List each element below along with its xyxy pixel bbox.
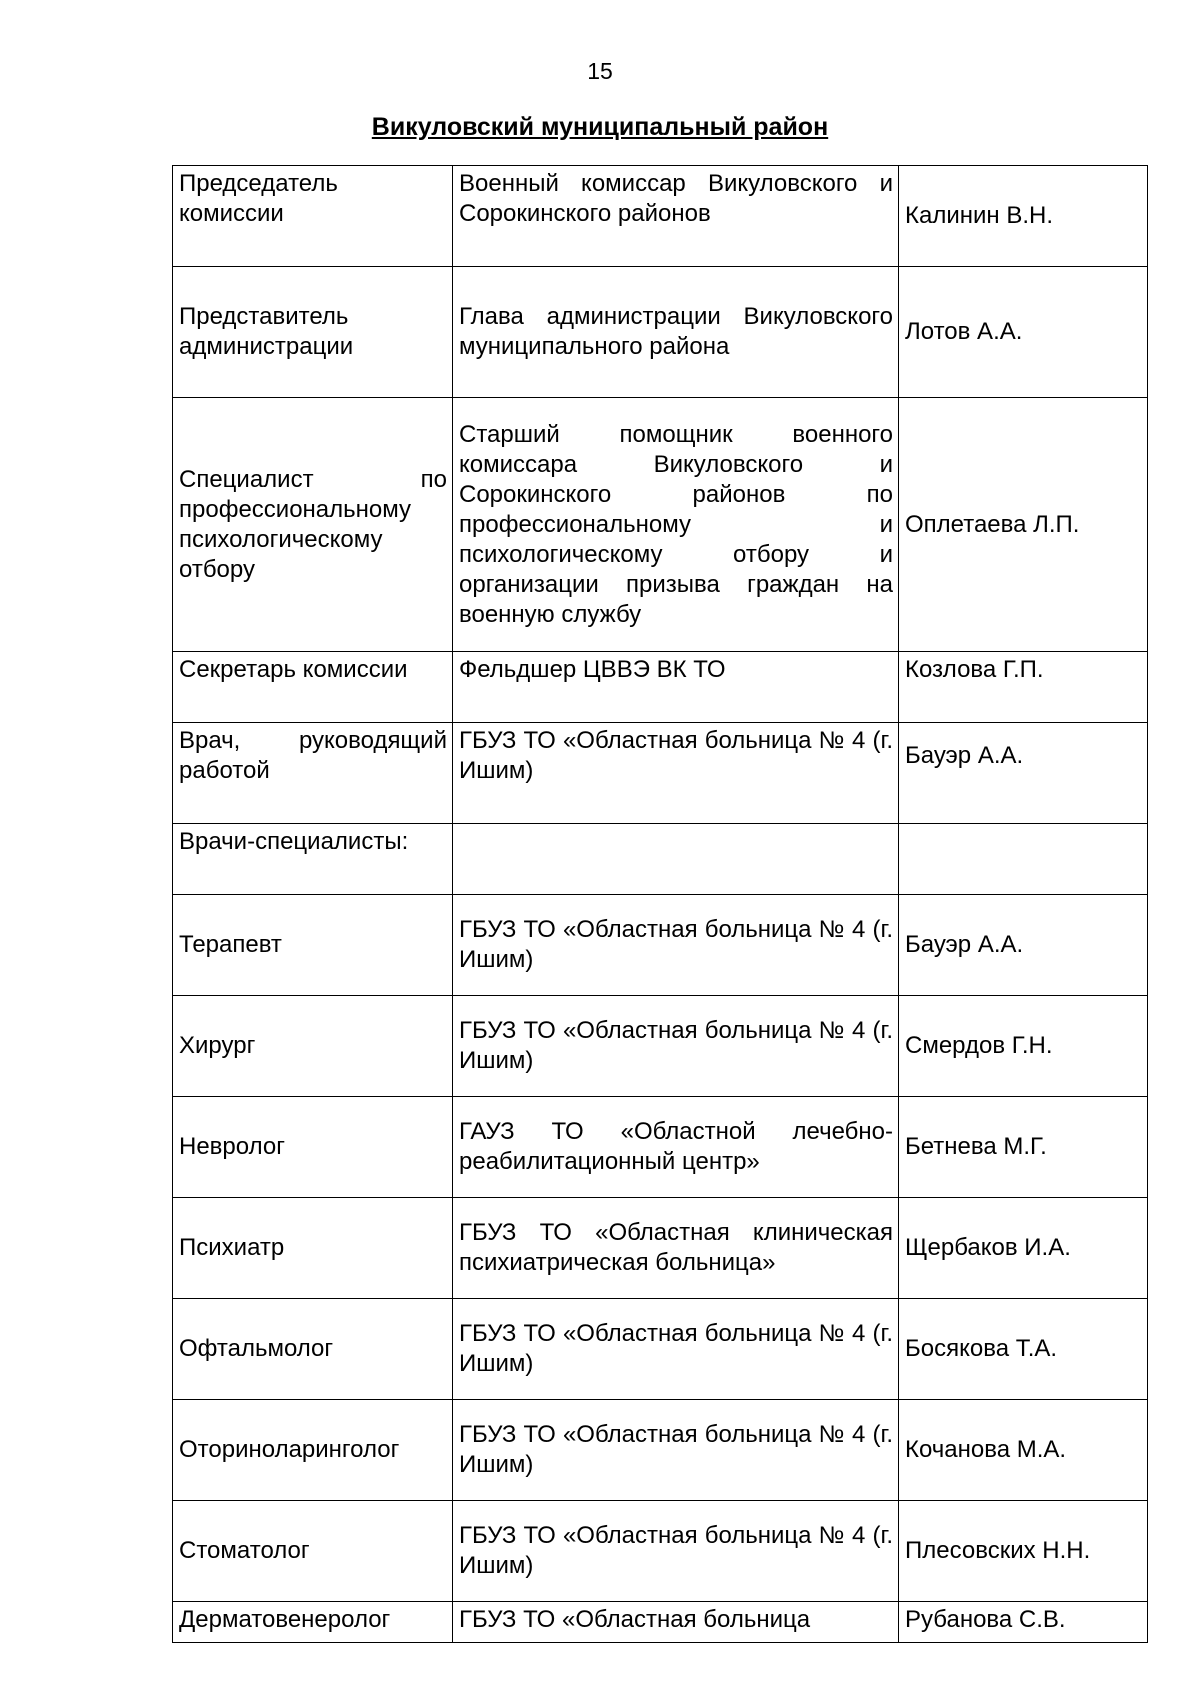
page-number: 15 (587, 58, 613, 84)
name-cell: Босякова Т.А. (899, 1299, 1148, 1400)
table-row (173, 996, 1148, 1097)
role-cell: Терапевт (173, 895, 453, 996)
name-cell: Кочанова М.А. (899, 1400, 1148, 1501)
table-row (173, 1400, 1148, 1501)
table-row (173, 267, 1148, 398)
table-row (173, 824, 1148, 895)
organization-cell: ГБУЗ ТО «Областная больница № 4 (г. Ишим) (453, 895, 899, 996)
role-cell: Председатель комиссии (173, 166, 453, 267)
name-cell (899, 824, 1148, 895)
role-cell: Секретарь комиссии (173, 652, 453, 723)
role-cell: Стоматолог (173, 1501, 453, 1602)
organization-cell: Фельдшер ЦВВЭ ВК ТО (453, 652, 899, 723)
organization-cell: Глава администрации Викуловского муниципального района (453, 267, 899, 398)
table-row (173, 1299, 1148, 1400)
organization-cell: ГБУЗ ТО «Областная клиническая психиатрическая больница» (453, 1198, 899, 1299)
name-cell: Козлова Г.П. (899, 652, 1148, 723)
table-row (173, 1501, 1148, 1602)
role-cell: Специалист по профессиональному психологическому отбору (173, 398, 453, 652)
table-row (173, 723, 1148, 824)
role-cell: Оториноларинголог (173, 1400, 453, 1501)
role-cell: Психиатр (173, 1198, 453, 1299)
section-heading: Викуловский муниципальный район (371, 113, 829, 141)
table-row (173, 652, 1148, 723)
role-cell: Врач, руководящий работой (173, 723, 453, 824)
organization-cell: Военный комиссар Викуловского и Сорокинского районов (453, 166, 899, 267)
name-cell: Плесовских Н.Н. (899, 1501, 1148, 1602)
organization-cell: ГАУЗ ТО «Областной лечебно-реабилитационный центр» (453, 1097, 899, 1198)
commission-table (172, 165, 1148, 1643)
table-row (173, 166, 1148, 267)
role-cell: Дерматовенеролог (173, 1602, 453, 1643)
table-row (173, 398, 1148, 652)
name-cell: Лотов А.А. (899, 267, 1148, 398)
organization-cell: Старший помощник военного комиссара Викуловского и Сорокинского районов по профессиональному и психологическому отбору и организации призыва граждан на военную службу (453, 398, 899, 652)
organization-cell: ГБУЗ ТО «Областная больница № 4 (г. Ишим) (453, 723, 899, 824)
organization-cell: ГБУЗ ТО «Областная больница (453, 1602, 899, 1643)
name-cell: Смердов Г.Н. (899, 996, 1148, 1097)
organization-cell: ГБУЗ ТО «Областная больница № 4 (г. Ишим) (453, 1501, 899, 1602)
name-cell: Бауэр А.А. (899, 895, 1148, 996)
name-cell: Калинин В.Н. (899, 166, 1148, 267)
role-cell: Представитель администрации (173, 267, 453, 398)
organization-cell: ГБУЗ ТО «Областная больница № 4 (г. Ишим) (453, 996, 899, 1097)
organization-cell: ГБУЗ ТО «Областная больница № 4 (г. Ишим) (453, 1299, 899, 1400)
name-cell: Бетнева М.Г. (899, 1097, 1148, 1198)
organization-cell: ГБУЗ ТО «Областная больница № 4 (г. Ишим) (453, 1400, 899, 1501)
name-cell: Рубанова С.В. (899, 1602, 1148, 1643)
table-row (173, 1097, 1148, 1198)
table-row (173, 1602, 1148, 1643)
role-cell: Врачи-специалисты: (173, 824, 453, 895)
role-cell: Хирург (173, 996, 453, 1097)
name-cell: Щербаков И.А. (899, 1198, 1148, 1299)
organization-cell (453, 824, 899, 895)
table-row (173, 895, 1148, 996)
name-cell: Бауэр А.А. (899, 723, 1148, 824)
table-row (173, 1198, 1148, 1299)
role-cell: Невролог (173, 1097, 453, 1198)
role-cell: Офтальмолог (173, 1299, 453, 1400)
name-cell: Оплетаева Л.П. (899, 398, 1148, 652)
